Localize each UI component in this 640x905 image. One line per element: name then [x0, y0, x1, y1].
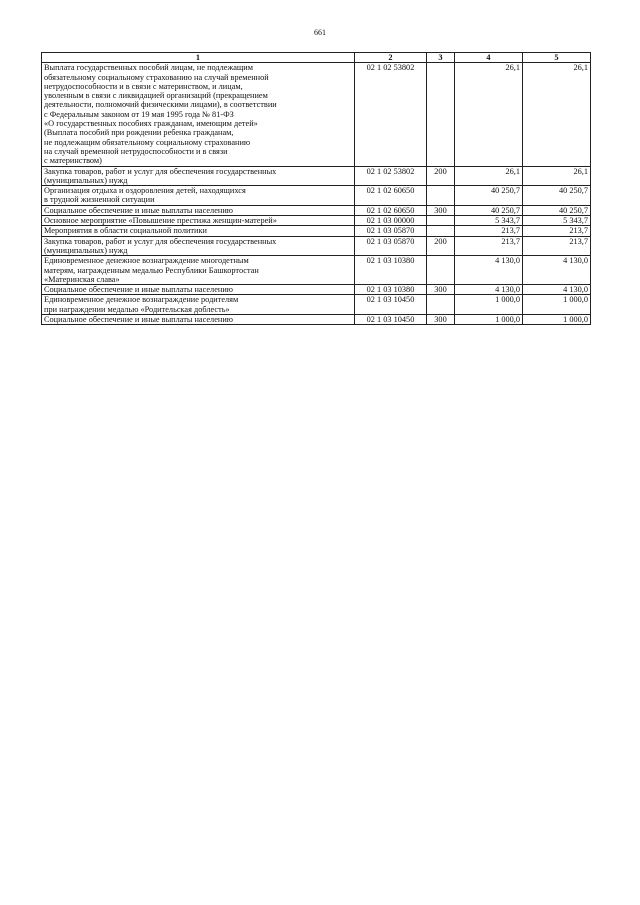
table-row: [42, 256, 591, 285]
row-expense-type: [427, 186, 455, 206]
row-code: 02 1 03 10450: [355, 295, 427, 315]
row-amount-2: 4 130,0: [523, 256, 591, 285]
row-code: 02 1 03 10450: [355, 315, 427, 325]
page-number: 661: [314, 28, 326, 37]
table-row: [42, 63, 591, 166]
row-amount-2: 26,1: [523, 63, 591, 166]
row-expense-type: [427, 295, 455, 315]
table-row: [42, 315, 591, 325]
row-code: 02 1 03 00000: [355, 216, 427, 226]
row-description: Организация отдыха и оздоровления детей, находящихся в трудной жизненной ситуации: [42, 186, 355, 206]
row-description: Основное мероприятие «Повышение престижа женщин-матерей»: [42, 216, 355, 226]
row-amount-1: 4 130,0: [455, 256, 523, 285]
row-description: Закупка товаров, работ и услуг для обеспечения государственных (муниципальных) нужд: [42, 236, 355, 256]
table-row: [42, 216, 591, 226]
table-row: [42, 295, 591, 315]
row-code: 02 1 02 60650: [355, 205, 427, 215]
row-expense-type: [427, 226, 455, 236]
row-description: Мероприятия в области социальной политики: [42, 226, 355, 236]
budget-table: [41, 52, 591, 325]
row-expense-type: 200: [427, 166, 455, 186]
row-amount-2: 213,7: [523, 236, 591, 256]
column-header-2: 2: [355, 53, 427, 63]
row-expense-type: [427, 63, 455, 166]
table-header-row: [42, 53, 591, 63]
row-expense-type: [427, 216, 455, 226]
row-code: 02 1 02 53802: [355, 166, 427, 186]
row-amount-1: 1 000,0: [455, 295, 523, 315]
row-code: 02 1 02 53802: [355, 63, 427, 166]
row-amount-2: 213,7: [523, 226, 591, 236]
row-expense-type: 300: [427, 315, 455, 325]
row-description: Социальное обеспечение и иные выплаты населению: [42, 285, 355, 295]
column-header-5: 5: [523, 53, 591, 63]
row-amount-2: 40 250,7: [523, 186, 591, 206]
table-body: [42, 63, 591, 325]
row-amount-2: 40 250,7: [523, 205, 591, 215]
row-code: 02 1 03 05870: [355, 236, 427, 256]
row-description: Закупка товаров, работ и услуг для обеспечения государственных (муниципальных) нужд: [42, 166, 355, 186]
row-code: 02 1 02 60650: [355, 186, 427, 206]
row-amount-1: 5 343,7: [455, 216, 523, 226]
table-row: [42, 285, 591, 295]
row-amount-2: 4 130,0: [523, 285, 591, 295]
row-amount-1: 213,7: [455, 236, 523, 256]
row-amount-1: 26,1: [455, 63, 523, 166]
column-header-1: 1: [42, 53, 355, 63]
row-code: 02 1 03 10380: [355, 256, 427, 285]
row-code: 02 1 03 10380: [355, 285, 427, 295]
table-row: [42, 236, 591, 256]
row-amount-1: 26,1: [455, 166, 523, 186]
row-amount-1: 213,7: [455, 226, 523, 236]
table-row: [42, 186, 591, 206]
row-amount-1: 40 250,7: [455, 186, 523, 206]
column-header-4: 4: [455, 53, 523, 63]
table-row: [42, 226, 591, 236]
row-description: Выплата государственных пособий лицам, не подлежащим обязательному социальному страхованию на случай временной нетрудоспособности и в связи с материнством, и лицам, уволенным в связи с ликвидацией организаций (прекращением деятельности, полномочий физическими лицами), в соответствии с Федеральным законом от 19 мая 1995 года № 81-ФЗ «О государственных пособиях гражданам, имеющим детей» (Выплата пособий при рождении ребенка гражданам, не подлежащим обязательному социальному страхованию на случай временной нетрудоспособности и в связи с материнством): [42, 63, 355, 166]
row-amount-2: 26,1: [523, 166, 591, 186]
column-header-3: 3: [427, 53, 455, 63]
row-amount-1: 40 250,7: [455, 205, 523, 215]
row-amount-1: 4 130,0: [455, 285, 523, 295]
row-amount-2: 1 000,0: [523, 315, 591, 325]
row-description: Социальное обеспечение и иные выплаты населению: [42, 315, 355, 325]
table-row: [42, 166, 591, 186]
row-expense-type: 300: [427, 205, 455, 215]
row-amount-2: 1 000,0: [523, 295, 591, 315]
row-description: Единовременное денежное вознаграждение родителям при награждении медалью «Родительская доблесть»: [42, 295, 355, 315]
row-amount-2: 5 343,7: [523, 216, 591, 226]
row-expense-type: 300: [427, 285, 455, 295]
row-expense-type: [427, 256, 455, 285]
row-description: Единовременное денежное вознаграждение многодетным матерям, награжденным медалью Республики Башкортостан «Материнская слава»: [42, 256, 355, 285]
row-expense-type: 200: [427, 236, 455, 256]
row-code: 02 1 03 05870: [355, 226, 427, 236]
row-amount-1: 1 000,0: [455, 315, 523, 325]
table-row: [42, 205, 591, 215]
row-description: Социальное обеспечение и иные выплаты населению: [42, 205, 355, 215]
